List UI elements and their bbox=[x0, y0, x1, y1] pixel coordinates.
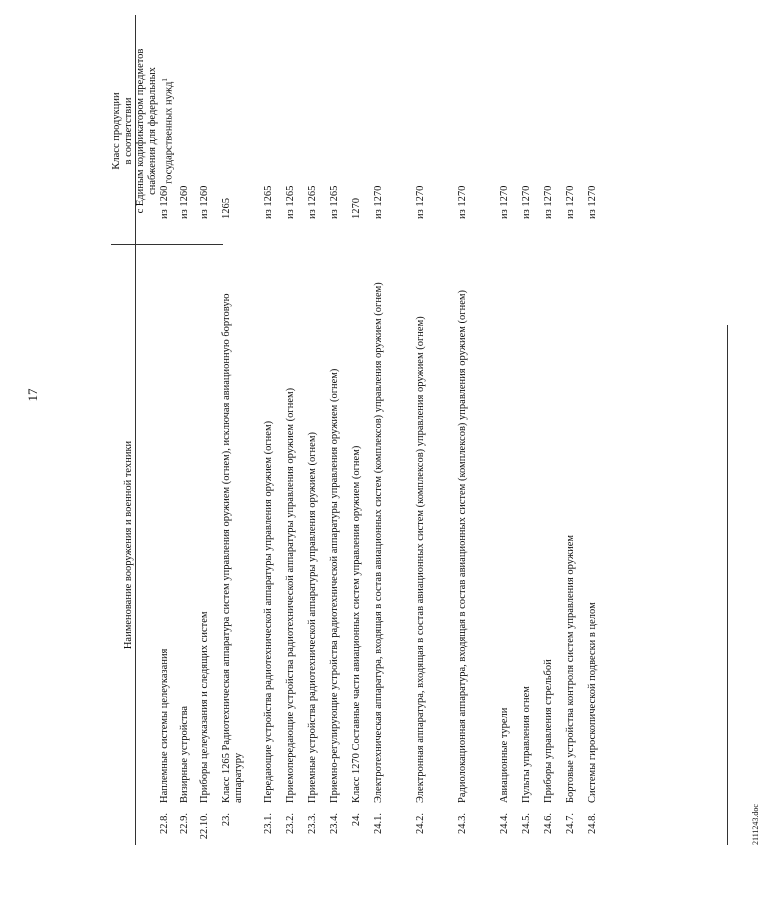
row-text: Пульты управления огнем bbox=[521, 686, 532, 803]
row-number: 22.10. bbox=[199, 813, 210, 840]
footer-rule bbox=[727, 325, 728, 845]
row-text: Электротехническая аппаратура, входящая в состав авиационных систем (комплексов) управления оружием (огнем) bbox=[373, 282, 384, 803]
page-number: 17 bbox=[25, 388, 40, 402]
class-header-line: с Единым кодификатором предметов bbox=[135, 48, 146, 214]
row-text: Наплемные системы целеуказания bbox=[159, 648, 170, 803]
class-header-line: в соответствии bbox=[123, 97, 134, 165]
row-class: из 1270 bbox=[457, 185, 468, 219]
class-header-line-text: государственных нужд bbox=[163, 81, 175, 184]
row-class: из 1260 bbox=[159, 185, 170, 219]
row-number: 24.1. bbox=[373, 813, 384, 834]
row-class: 1270 bbox=[351, 198, 362, 219]
row-text: Приборы управления стрельбой bbox=[543, 659, 554, 803]
rotated-document-page bbox=[25, 15, 760, 845]
row-text: Приемные устройства радиотехнической аппаратуры управления оружием (огнем) bbox=[307, 432, 318, 803]
row-class: из 1265 bbox=[307, 185, 318, 219]
row-class: 1265 bbox=[221, 198, 232, 219]
row-class: из 1270 bbox=[521, 185, 532, 219]
row-text: Приемно-регулирующие устройства радиотехнической аппаратуры управления оружием (огнем) bbox=[329, 368, 340, 803]
row-number: 22.8. bbox=[159, 813, 170, 834]
row-number: 23.4. bbox=[329, 813, 340, 834]
row-text: Приемопередающие устройства радиотехнической аппаратуры управления оружием (огнем) bbox=[285, 387, 296, 803]
row-number: 22.9. bbox=[179, 813, 190, 834]
row-class: из 1270 bbox=[543, 185, 554, 219]
row-text: Передающие устройства радиотехнической аппаратуры управления оружием (огнем) bbox=[263, 420, 274, 803]
row-class: из 1260 bbox=[199, 185, 210, 219]
row-class: из 1270 bbox=[415, 185, 426, 219]
row-number: 24.8. bbox=[587, 813, 598, 834]
row-class: из 1265 bbox=[285, 185, 296, 219]
row-number: 24.7. bbox=[565, 813, 576, 834]
row-text: Визирные устройства bbox=[179, 705, 190, 803]
row-class: из 1265 bbox=[263, 185, 274, 219]
row-class: из 1260 bbox=[179, 185, 190, 219]
row-class: из 1270 bbox=[587, 185, 598, 219]
footnote-marker: 1 bbox=[161, 78, 169, 82]
row-class: из 1270 bbox=[565, 185, 576, 219]
class-header-line: снабжения для федеральных bbox=[147, 67, 158, 195]
row-class: из 1270 bbox=[373, 185, 384, 219]
row-number: 24.6. bbox=[543, 813, 554, 834]
column-header-name: Наименование вооружения и военной техники bbox=[123, 440, 134, 650]
row-text: Класс 1265 Радиотехническая аппаратура систем управления оружием (огнем), исключая авиационную бортовую аппаратуру bbox=[221, 293, 244, 803]
row-number: 23. bbox=[221, 813, 232, 827]
row-text: Авиационные турели bbox=[499, 707, 510, 803]
row-text: Приборы целеуказания и следящих систем bbox=[199, 611, 210, 803]
row-text: Электронная аппаратура, входящая в состав авиационных систем (комплексов) управления оружием (огнем) bbox=[415, 316, 426, 803]
row-class: из 1270 bbox=[499, 185, 510, 219]
footer-filename: 2111243.doc bbox=[751, 804, 760, 845]
row-number: 24. bbox=[351, 813, 362, 827]
row-number: 23.1. bbox=[263, 813, 274, 834]
row-text: Бортовые устройства контроля систем управления оружием bbox=[565, 534, 576, 803]
row-number: 24.4. bbox=[499, 813, 510, 834]
class-header-line: Класс продукции bbox=[111, 92, 122, 170]
row-number: 23.3. bbox=[307, 813, 318, 834]
row-text: Радиолокационная аппаратура, входящая в состав авиационных систем (комплексов) управления оружием (огнем) bbox=[457, 290, 468, 803]
row-number: 24.3. bbox=[457, 813, 468, 834]
row-number: 24.2. bbox=[415, 813, 426, 834]
row-class: из 1265 bbox=[329, 185, 340, 219]
row-text: Системы гироскопической подвески в целом bbox=[587, 602, 598, 803]
row-number: 24.5. bbox=[521, 813, 532, 834]
row-number: 23.2. bbox=[285, 813, 296, 834]
row-text: Класс 1270 Составные части авиационных систем управления оружием (огнем) bbox=[351, 445, 362, 803]
